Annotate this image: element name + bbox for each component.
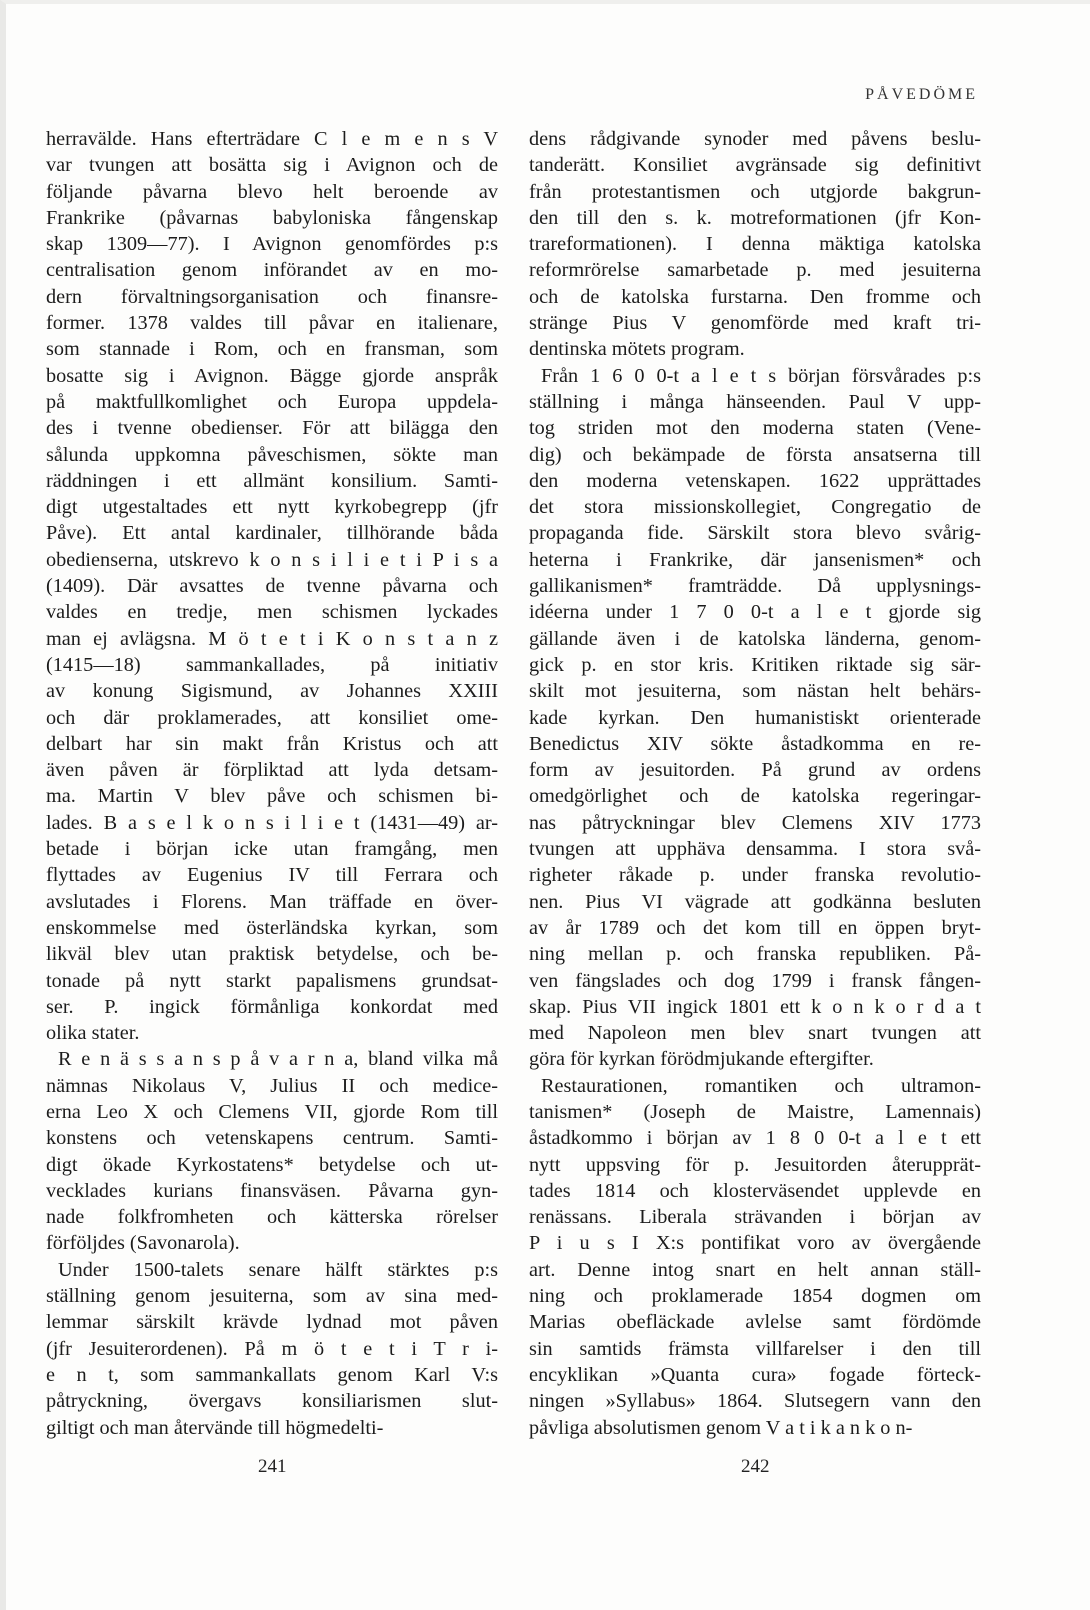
- text-line: och de katolska furstarna. Den fromme och: [529, 285, 981, 308]
- text-line: ning mellan p. och franska republiken. På-: [529, 943, 981, 966]
- text-line: gick p. en stor kris. Kritiken riktade sig sär-: [529, 653, 981, 676]
- text-line: åstadkommo i början av 1 8 0 0-t a l e t ett: [529, 1127, 981, 1150]
- text-line: Under 1500-talets senare hälft stärktes p:s: [58, 1258, 498, 1281]
- text-line: ställning genom jesuiterna, som av sina med-: [46, 1285, 498, 1308]
- text-line: lades. B a s e l k o n s i l i e t (1431—49) ar-: [46, 811, 498, 834]
- text-line: sin samtids främsta villfarelser i den till: [529, 1337, 981, 1360]
- left-column-text: [46, 126, 498, 1441]
- text-line: påvliga absolutismen genom V a t i k a n k o n-: [529, 1416, 913, 1439]
- text-line: den till den s. k. motreformationen (jfr Kon-: [529, 206, 981, 229]
- text-line: nämnas Nikolaus V, Julius II och medice-: [46, 1074, 498, 1097]
- text-line: idéerna under 1 7 0 0-t a l e t gjorde sig: [529, 601, 981, 624]
- text-line: likväl blev utan praktisk betydelse, och be-: [46, 943, 498, 966]
- text-line: (1415—18) sammankallades, på initiativ: [46, 653, 498, 676]
- text-line: skap. Pius VII ingick 1801 ett k o n k o r d a t: [529, 995, 981, 1018]
- text-line: ställning i många hänseenden. Paul V upp-: [529, 390, 981, 413]
- text-line: nen. Pius VI vägrade att godkänna besluten: [529, 890, 981, 913]
- text-line: ning och proklamerade 1854 dogmen om: [529, 1285, 981, 1308]
- text-line: (jfr Jesuiterordenen). På m ö t e t i T r i-: [46, 1337, 498, 1360]
- text-line: ser. P. ingick förmånliga konkordat med: [46, 995, 498, 1018]
- text-line: och där proklamerades, att konsiliet ome-: [46, 706, 498, 729]
- text-line: dern förvaltningsorganisation och finansre-: [46, 285, 498, 308]
- text-line: olika stater.: [46, 1022, 140, 1045]
- running-header: PÅVEDÖME: [865, 86, 978, 103]
- text-line: Påve). Ett antal kardinaler, tillhörande båda: [46, 522, 498, 545]
- text-line: från protestantismen och utgjorde bakgrun-: [529, 180, 981, 203]
- text-line: erna Leo X och Clemens VII, gjorde Rom till: [46, 1100, 498, 1123]
- text-line: gallikanismen* framträdde. Då upplysnings-: [529, 575, 981, 598]
- text-line: tanderätt. Konsiliet avgränsade sig definitivt: [529, 154, 981, 177]
- text-line: göra för kyrkan förödmjukande eftergifter.: [529, 1048, 874, 1071]
- text-line: på maktfullkomlighet och Europa uppdela-: [46, 390, 498, 413]
- text-line: P i u s I X:s pontifikat voro av övergående: [529, 1232, 981, 1255]
- text-line: räddningen i ett allmänt konsilium. Samti-: [46, 469, 498, 492]
- text-line: gällande även i de katolska länderna, genom-: [529, 627, 981, 650]
- text-line: tvungen att upphäva densamma. I stora svå-: [529, 838, 981, 861]
- text-line: reformrörelse samarbetade p. med jesuiterna: [529, 259, 981, 282]
- text-line: den moderna vetenskapen. 1622 upprättades: [529, 469, 981, 492]
- text-line: obedienserna, utskrevo k o n s i l i e t i P i s a: [46, 548, 498, 571]
- text-line: bosatte sig i Avignon. Bägge gjorde anspråk: [46, 364, 498, 387]
- text-line: stränge Pius V genomförde med kraft tri-: [529, 312, 981, 335]
- text-line: ma. Martin V blev påve och schismen bi-: [46, 785, 498, 808]
- text-line: följande påvarna blevo helt beroende av: [46, 180, 498, 203]
- text-line: delbart har sin makt från Kristus och att: [46, 732, 498, 755]
- text-line: av konung Sigismund, av Johannes XXIII: [46, 680, 498, 703]
- text-line: giltigt och man återvände till högmedelti-: [46, 1416, 384, 1439]
- text-line: tanismen* (Joseph de Maistre, Lamennais): [529, 1100, 981, 1123]
- text-line: ven fängslades och dog 1799 i fransk fången-: [529, 969, 981, 992]
- text-line: renässans. Liberala strävanden i början av: [529, 1206, 981, 1229]
- text-line: Från 1 6 0 0-t a l e t s början försvårades p:s: [541, 364, 981, 387]
- page-number-left: 241: [258, 1456, 287, 1477]
- text-line: lemmar särskilt krävde lydnad mot påven: [46, 1311, 498, 1334]
- text-line: flyttades av Eugenius IV till Ferrara och: [46, 864, 498, 887]
- text-line: trareformationen). I denna mäktiga katolska: [529, 233, 981, 256]
- text-line: valdes en tredje, men schismen lyckades: [46, 601, 498, 624]
- text-line: Marias obefläckade avlelse samt fördömde: [529, 1311, 981, 1334]
- text-line: form av jesuitorden. På grund av ordens: [529, 759, 981, 782]
- text-line: var tvungen att bosätta sig i Avignon och de: [46, 154, 498, 177]
- text-line: digt ökade Kyrkostatens* betydelse och ut-: [46, 1153, 498, 1176]
- text-line: (1409). Där avsattes de tvenne påvarna och: [46, 575, 498, 598]
- text-line: heterna i Frankrike, där jansenismen* och: [529, 548, 981, 571]
- text-line: nade folkfromheten och kätterska rörelser: [46, 1206, 498, 1229]
- text-line: former. 1378 valdes till påvar en italienare,: [46, 312, 498, 335]
- page-number-right: 242: [741, 1456, 770, 1477]
- text-line: kade kyrkan. Den humanistiskt orienterade: [529, 706, 981, 729]
- text-line: nytt uppsving för p. Jesuitorden återupprät-: [529, 1153, 981, 1176]
- text-line: enskommelse med österländska kyrkan, som: [46, 916, 498, 939]
- text-line: som stannade i Rom, och en fransman, som: [46, 338, 498, 361]
- text-line: centralisation genom införandet av en mo-: [46, 259, 498, 282]
- text-line: konstens och vetenskapens centrum. Samti-: [46, 1127, 498, 1150]
- text-line: tades 1814 och klosterväsendet upplevde en: [529, 1179, 981, 1202]
- text-line: nas påtryckningar blev Clemens XIV 1773: [529, 811, 981, 834]
- text-line: man ej avlägsna. M ö t e t i K o n s t a n z: [46, 627, 498, 650]
- text-line: skap 1309—77). I Avignon genomfördes p:s: [46, 233, 498, 256]
- text-line: dentinska mötets program.: [529, 338, 745, 361]
- text-line: Benedictus XIV sökte åstadkomma en re-: [529, 732, 981, 755]
- text-line: av år 1789 och det kom till en öppen bryt-: [529, 916, 981, 939]
- text-line: Frankrike (påvarnas babyloniska fångenskap: [46, 206, 498, 229]
- text-line: påtryckning, övergavs konsiliarismen slut-: [46, 1390, 498, 1413]
- text-line: R e n ä s s a n s p å v a r n a, bland vilka må: [58, 1048, 498, 1071]
- text-line: tonade på nytt starkt papalismens grundsat-: [46, 969, 498, 992]
- text-line: betade i början icke utan framgång, men: [46, 838, 498, 861]
- text-line: des i tvenne obedienser. För att bilägga den: [46, 417, 498, 440]
- text-line: med Napoleon men blev snart tvungen att: [529, 1022, 981, 1045]
- right-column-text: [529, 126, 981, 1441]
- text-line: dens rådgivande synoder med påvens beslu-: [529, 128, 981, 150]
- text-line: det stora missionskollegiet, Congregatio de: [529, 496, 981, 519]
- text-line: herravälde. Hans efterträdare C l e m e n s V: [46, 128, 498, 150]
- text-line: tog striden mot den moderna staten (Vene-: [529, 417, 981, 440]
- text-line: ningen »Syllabus» 1864. Slutsegern vann den: [529, 1390, 981, 1413]
- text-line: art. Denne intog snart en helt annan ställ-: [529, 1258, 981, 1281]
- text-line: righeter råkade p. under franska revolutio-: [529, 864, 981, 887]
- text-line: dig) och bekämpade de första ansatserna till: [529, 443, 981, 466]
- text-line: propaganda fide. Särskilt stora blevo svårig-: [529, 522, 981, 545]
- text-line: vecklades kurians finansväsen. Påvarna gyn-: [46, 1179, 498, 1202]
- text-line: även påven är förpliktad att lyda detsam-: [46, 759, 498, 782]
- text-line: avslutades i Florens. Man träffade en över-: [46, 890, 498, 913]
- text-line: e n t, som sammankallats genom Karl V:s: [46, 1363, 498, 1386]
- text-line: Restaurationen, romantiken och ultramon-: [541, 1074, 981, 1097]
- text-line: omedgörlighet och de katolska regeringar-: [529, 785, 981, 808]
- text-line: digt utgestaltades ett nytt kyrkobegrepp (jfr: [46, 496, 498, 519]
- text-line: encyklikan »Quanta cura» fogade förteck-: [529, 1363, 981, 1386]
- text-line: skilt mot jesuiterna, som nästan helt behärs-: [529, 680, 981, 703]
- text-line: förföljdes (Savonarola).: [46, 1232, 240, 1255]
- text-line: sålunda uppkomna påveschismen, sökte man: [46, 443, 498, 466]
